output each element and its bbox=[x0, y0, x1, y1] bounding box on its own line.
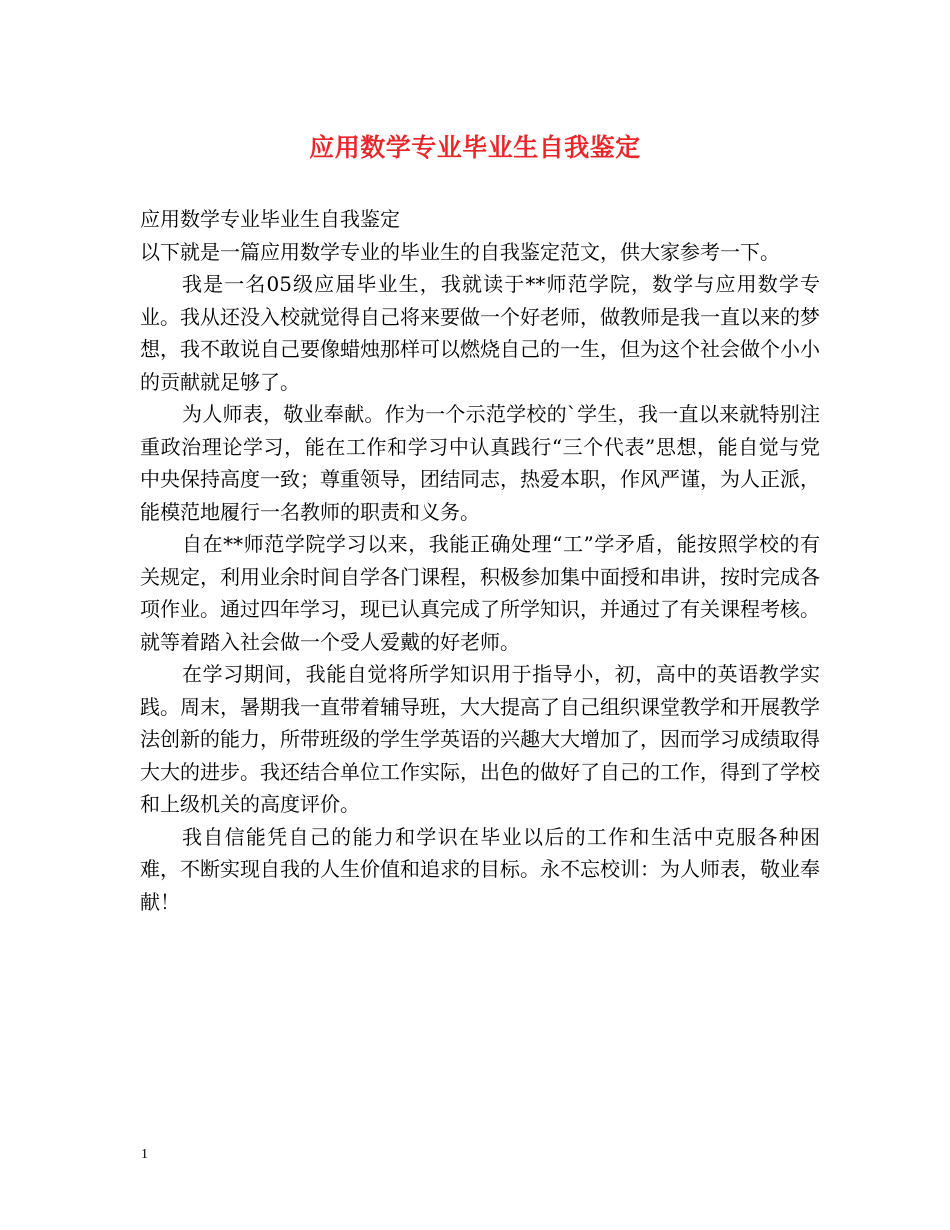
paragraph-1: 我是一名05级应届毕业生，我就读于**师范学院，数学与应用数学专业。我从还没入校就觉得自己将来要做一个好老师，做教师是我一直以来的梦想，我不敢说自己要像蜡烛那样可以燃烧自己的一生，但为这个社会做个小小的贡献就足够了。 bbox=[140, 272, 820, 394]
paragraph-4: 在学习期间，我能自觉将所学知识用于指导小，初，高中的英语教学实践。周末，暑期我一直带着辅导班，大大提高了自己组织课堂教学和开展教学法创新的能力，所带班级的学生学英语的兴趣大大增加了，因而学习成绩取得大大的进步。我还结合单位工作实际，出色的做好了自己的工作，得到了学校和上级机关的高度评价。 bbox=[140, 662, 820, 816]
paragraph-5: 我自信能凭自己的能力和学识在毕业以后的工作和生活中克服各种困难，不断实现自我的人生价值和追求的目标。永不忘校训：为人师表，敬业奉献！ bbox=[140, 824, 820, 914]
document-body bbox=[140, 203, 820, 918]
page-number: 1 bbox=[141, 1147, 148, 1162]
intro-line: 以下就是一篇应用数学专业的毕业生的自我鉴定范文，供大家参考一下。 bbox=[140, 239, 780, 264]
paragraph-2: 为人师表，敬业奉献。作为一个示范学校的`学生，我一直以来就特别注重政治理论学习，能在工作和学习中认真践行“三个代表”思想，能自觉与党中央保持高度一致；尊重领导，团结同志，热爱本职，作风严谨，为人正派，能模范地履行一名教师的职责和义务。 bbox=[140, 402, 820, 524]
heading-line: 应用数学专业毕业生自我鉴定 bbox=[140, 207, 400, 231]
document-title: 应用数学专业毕业生自我鉴定 bbox=[309, 133, 641, 162]
paragraph-3: 自在**师范学院学习以来，我能正确处理“工”学矛盾，能按照学校的有关规定，利用业余时间自学各门课程，积极参加集中面授和串讲，按时完成各项作业。通过四年学习，现已认真完成了所学知识，并通过了有关课程考核。就等着踏入社会做一个受人爱戴的好老师。 bbox=[140, 532, 820, 654]
